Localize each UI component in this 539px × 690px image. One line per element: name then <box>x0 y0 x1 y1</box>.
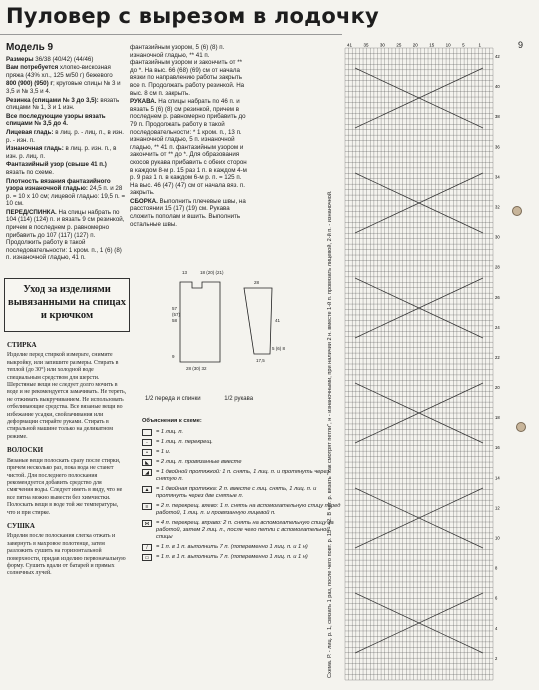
chart-column-number: 1 <box>478 42 482 48</box>
pattern-diagram <box>172 262 292 392</box>
care-title-box <box>4 278 130 332</box>
left-paragraph <box>6 113 126 128</box>
legend-item <box>142 520 347 541</box>
left-paragraph-text: 36/38 (40/42) (44/46) <box>33 55 94 63</box>
legend-item <box>142 469 347 483</box>
left-paragraph <box>6 209 126 262</box>
legend-symbol-icon: • <box>142 449 152 456</box>
chart-column-number: 20 <box>412 42 418 48</box>
mid-paragraph <box>130 44 248 97</box>
instructions-column-left <box>6 44 126 263</box>
knitting-chart <box>341 40 506 686</box>
chart-row-number: 8 <box>495 565 498 571</box>
care-section-heading: СУШКА <box>7 521 35 530</box>
legend-item <box>142 486 347 500</box>
chart-row-number: 26 <box>495 294 500 300</box>
left-paragraph-text: в лиц. р. - лиц. п., в изн. р. - изн. п. <box>6 128 124 144</box>
legend-text: = 1 п. в 1 п. выполнить 7 п. (попеременно 1 лиц. п. и 1 н) <box>156 554 308 560</box>
mid-paragraph-lead: РУКАВА. <box>130 98 157 106</box>
legend-text: = 4 п. перекрещ. вправо: 2 п. снять на вспомогательную спицу за работой, затем 2 лиц. п., после чего петли с вспомогательной спицы <box>156 520 334 540</box>
legend-text: = 1 двойной протяжкой: 1 п. снять, 1 лиц. п. и протянуть через снятую п. <box>156 469 330 482</box>
chart-row-number: 10 <box>495 535 500 541</box>
chart-row-number: 28 <box>495 264 500 270</box>
measure-top-right: 18 (20) (21) <box>200 270 224 275</box>
chart-note <box>322 150 336 680</box>
left-paragraph <box>6 161 126 176</box>
legend-item <box>142 439 347 446</box>
left-paragraph-text: На спицы набрать по 104 (114) (124) п. и вязать 9 см резинкой, причем в последнем р. равномерно прибавить до 107 (117) (127) п. Продолжить работу в такой последовательности: 1 кром. п., 1 (6) (8) п. изнаночной гладью, 41 п. <box>6 208 125 262</box>
legend-text: = 1 лиц. п. перекрещ. <box>156 439 213 445</box>
left-paragraph-lead: Размеры <box>6 55 34 63</box>
instructions-list <box>130 44 248 228</box>
legend-item <box>142 429 347 436</box>
legend-symbol-icon: ◢ <box>142 469 152 476</box>
legend-item <box>142 554 347 561</box>
left-paragraph-lead: Резинка (спицами № 3 до 3,5): <box>6 96 99 104</box>
chart-row-number: 36 <box>495 144 500 150</box>
left-paragraph-lead: Лицевая гладь: <box>6 128 54 136</box>
left-paragraph-lead: Вам потребуется <box>6 64 59 72</box>
legend-symbol-icon: ≡ <box>142 503 152 510</box>
measure-left-2: (57) <box>172 312 181 317</box>
legend-symbol-icon <box>142 429 152 436</box>
sleeve-top: 28 <box>254 280 260 285</box>
page-title: Пуловер с вырезом в лодочку <box>6 4 379 28</box>
legend-item <box>142 503 347 517</box>
legend-item <box>142 449 347 456</box>
caption-front: 1/2 переда и спинки <box>145 396 201 402</box>
front-back-outline <box>180 282 220 362</box>
binder-tab <box>512 206 522 216</box>
measure-left-1: 57 <box>172 306 178 311</box>
legend-symbol-icon: - <box>142 439 152 446</box>
legend-symbol-icon: / <box>142 544 152 551</box>
chart-note-text: Схема. Р. - лиц. р. 1, связать 1 раз, после чего повт. р. 15 - 42. В чет. р. вязать "как смотрят петли", н - изнаночными, при наличии 2 н. вместе 1-й п. провязать лицевой, 2-й п. - изнаночной. <box>327 190 333 678</box>
left-paragraph-lead: Фантазийный узор (свыше 41 п.) <box>6 161 107 169</box>
chart-row-number: 20 <box>495 385 500 391</box>
chart-row-number: 14 <box>495 475 500 481</box>
left-paragraph <box>6 129 126 144</box>
chart-row-number: 4 <box>495 625 498 631</box>
care-section <box>4 278 128 686</box>
chart-row-number: 2 <box>495 655 498 661</box>
legend-text: = 1 лиц. п. <box>156 429 184 435</box>
chart-column-number: 25 <box>396 42 402 48</box>
chart-column-number: 10 <box>445 42 451 48</box>
legend-item <box>142 459 347 466</box>
chart-row-number: 38 <box>495 114 500 120</box>
chart-column-number: 15 <box>429 42 435 48</box>
left-paragraph <box>6 80 126 95</box>
measure-bottom: 28 (30) 32 <box>186 366 207 371</box>
chart-motif <box>355 68 483 128</box>
legend-text: = 2 лиц. п. провязанные вместе <box>156 459 242 465</box>
sleeve-bottom: 17,5 <box>256 358 265 363</box>
model-heading: Модель 9 <box>6 42 54 53</box>
chart-row-number: 42 <box>495 54 500 59</box>
mid-paragraph-text: На спицы набрать по 46 п. и вязать 5 (6) (8) см резинкой, причем в последнем р. равномерно прибавить до 79 п. Продолжать работу в такой последовательности: * 1 кром. п., 13 п. изнаночной гладью, 5 п. изнаночной гладью, ** 41 п. фантазийным узором и закончить от ** до *. Для образования скосов рукава прибавить с обеих сторон в каждом 8-м р. 15 раз 1 п. в каждом 4-м р. 9 раз 1 п. в каждом 6-м р. п. = 125 п. На выс. 46 (47) (47) см от начала вяз. п. закрыть. <box>130 98 247 197</box>
chart-row-number: 24 <box>495 324 500 330</box>
chart-column-number: 35 <box>363 42 369 48</box>
chart-row-number: 40 <box>495 84 500 90</box>
left-paragraph-lead: 800 (900) (950) г <box>6 80 53 88</box>
left-paragraph-lead: ПЕРЕД/СПИНКА. <box>6 208 57 216</box>
binder-tab <box>516 422 526 432</box>
care-text <box>7 336 127 580</box>
chart-motif <box>355 173 483 233</box>
left-paragraph-text: вязать спицами № 1, 3 и 1 изн. <box>6 96 120 112</box>
instructions-list <box>6 56 126 262</box>
mid-paragraph <box>130 198 248 228</box>
mid-paragraph-text: Выполнить плечевые швы, на расстоянии 15 (17) (19) см. Рукава сложить пополам и вшить. Выполнить остальные швы. <box>130 197 246 228</box>
chart-motif <box>355 488 483 548</box>
legend-text: = 2 п. перекрещ. влево: 1 п. снять на вспомогательную спицу перед работой, 1 лиц. п. и провязанную лицевой п. <box>156 503 341 516</box>
care-section-text: Вязаные вещи полоскать сразу после стирки, причем несколько раз, пока вода не станет чистой. Для последнего полоскания рекомендуется добавить средство для смягчения воды. Следует иметь в виду, что не все пятна можно вывести без химчистки. Полоскать вещи в воде той же температуры, что и при стирке. <box>7 457 123 516</box>
chart-row-number: 34 <box>495 174 500 180</box>
left-paragraph-lead: Изнаночная гладь: <box>6 145 64 153</box>
title-divider <box>0 34 342 35</box>
legend-symbol-icon: ◣ <box>142 459 152 466</box>
legend-text: = 1 п. в 1 п. выполнить 7 п. (попеременно 1 лиц. п. и 1 н) <box>156 544 308 550</box>
mid-paragraph-lead: СБОРКА. <box>130 197 158 205</box>
instructions-column-middle <box>130 44 248 229</box>
left-paragraph-text: вязать по схеме. <box>6 168 54 176</box>
sleeve-side: 41 <box>275 318 281 323</box>
chart-motif <box>355 593 483 653</box>
chart-row-number: 6 <box>495 595 498 601</box>
legend-symbol-icon: ▭ <box>142 554 152 561</box>
left-paragraph <box>6 64 126 79</box>
chart-legend <box>142 418 347 564</box>
mid-paragraph <box>130 98 248 197</box>
care-section-heading: ВОЛОСКИ <box>7 446 44 455</box>
left-paragraph-lead: Все последующие узоры вязать спицами № 3,5 до 4. <box>6 112 106 128</box>
chart-motif <box>355 278 483 338</box>
legend-symbol-icon: ⋈ <box>142 520 152 527</box>
left-paragraph-text: в лиц. р. изн. п., в изн. р. лиц. п. <box>6 145 117 160</box>
left-paragraph <box>6 97 126 112</box>
chart-column-number: 30 <box>379 42 385 48</box>
page-number: 9 <box>517 40 523 50</box>
caption-sleeve: 1/2 рукава <box>224 396 254 402</box>
legend-heading: Объяснения к схеме: <box>142 418 202 424</box>
care-section-text: Изделия после полоскания слегка отжать и завернуть в махровое полотенце, затем разложить сушить на горизонтальной поверхности, придав изделию первоначальную форму. Сушить вдали от батарей и прямых солнечных лучей. <box>7 533 126 577</box>
care-title: Уход за изделиями вывязанными на спицах и крючком <box>8 284 126 321</box>
left-paragraph <box>6 56 126 64</box>
measure-left-3: 58 <box>172 318 178 323</box>
chart-row-number: 30 <box>495 234 500 240</box>
sleeve-outline <box>244 288 272 354</box>
legend-items <box>142 429 347 561</box>
chart-row-number: 16 <box>495 445 500 451</box>
chart-row-number: 22 <box>495 354 500 360</box>
care-section-text: Изделие перед стиркой измерьте, снимите выкройку, или запишите размеры. Стирать в теплой (до 30°) или холодной воде специальным средством для шерсти. Шерстяные вещи не следует долго мочить в воде и не рекомендуется замачивать. Не тереть, не отжимать выкручиванием. Не использовать отбеливающие средства. Все вязаные вещи во избежание усадки, свойлачивания или деформации стирайте руками. Стирать в стиральной машине только на деликатном режиме. <box>7 352 127 440</box>
left-paragraph <box>6 145 126 160</box>
care-section-heading: СТИРКА <box>7 341 37 349</box>
legend-text: = 1 двойная протяжка: 2 п. вместе с лиц. снять, 1 лиц. п. и протянуть через две снятые п. <box>156 486 317 499</box>
chart-column-number: 5 <box>462 42 465 48</box>
legend-symbol-icon: ▲ <box>142 486 152 493</box>
left-paragraph-text: 24,5 п. и 28 р. = 10 х 10 см; лицевой гладью: 19,5 п. = 10 см. <box>6 185 126 208</box>
chart-column-number: 41 <box>347 42 353 48</box>
left-paragraph-text: ; круговые спицы № 3 и 3,5 и № 3,5 и 4. <box>6 80 121 95</box>
measure-top-left: 13 <box>182 270 188 275</box>
left-paragraph <box>6 178 126 208</box>
measure-left-bottom: 9 <box>172 354 175 359</box>
sleeve-cuff: 5 (6) 8 <box>272 346 286 351</box>
mid-paragraph-text: фантазийным узором, 5 (6) (8) п. изнаночной гладью, ** 41 п. фантазийным узором и закончить от ** до *. На выс. 66 (68) (69) см от начала вязки по направлению работы закрыть все п. Продолжать работу резинкой. На выс. 8 см п. закрыть. <box>130 44 245 97</box>
left-paragraph-text: хлопко-вискозная пряжа (43% хл., 125 м/50 г) бежевого <box>6 64 113 79</box>
chart-row-number: 32 <box>495 204 500 210</box>
chart-row-number: 18 <box>495 415 500 421</box>
left-paragraph-lead: Плотность вязания фантазийного узора изнаночной гладью: <box>6 177 111 193</box>
legend-text: = 1 и. <box>156 449 171 455</box>
chart-row-number: 12 <box>495 505 500 511</box>
legend-item <box>142 544 347 551</box>
diagram-caption <box>145 396 340 402</box>
